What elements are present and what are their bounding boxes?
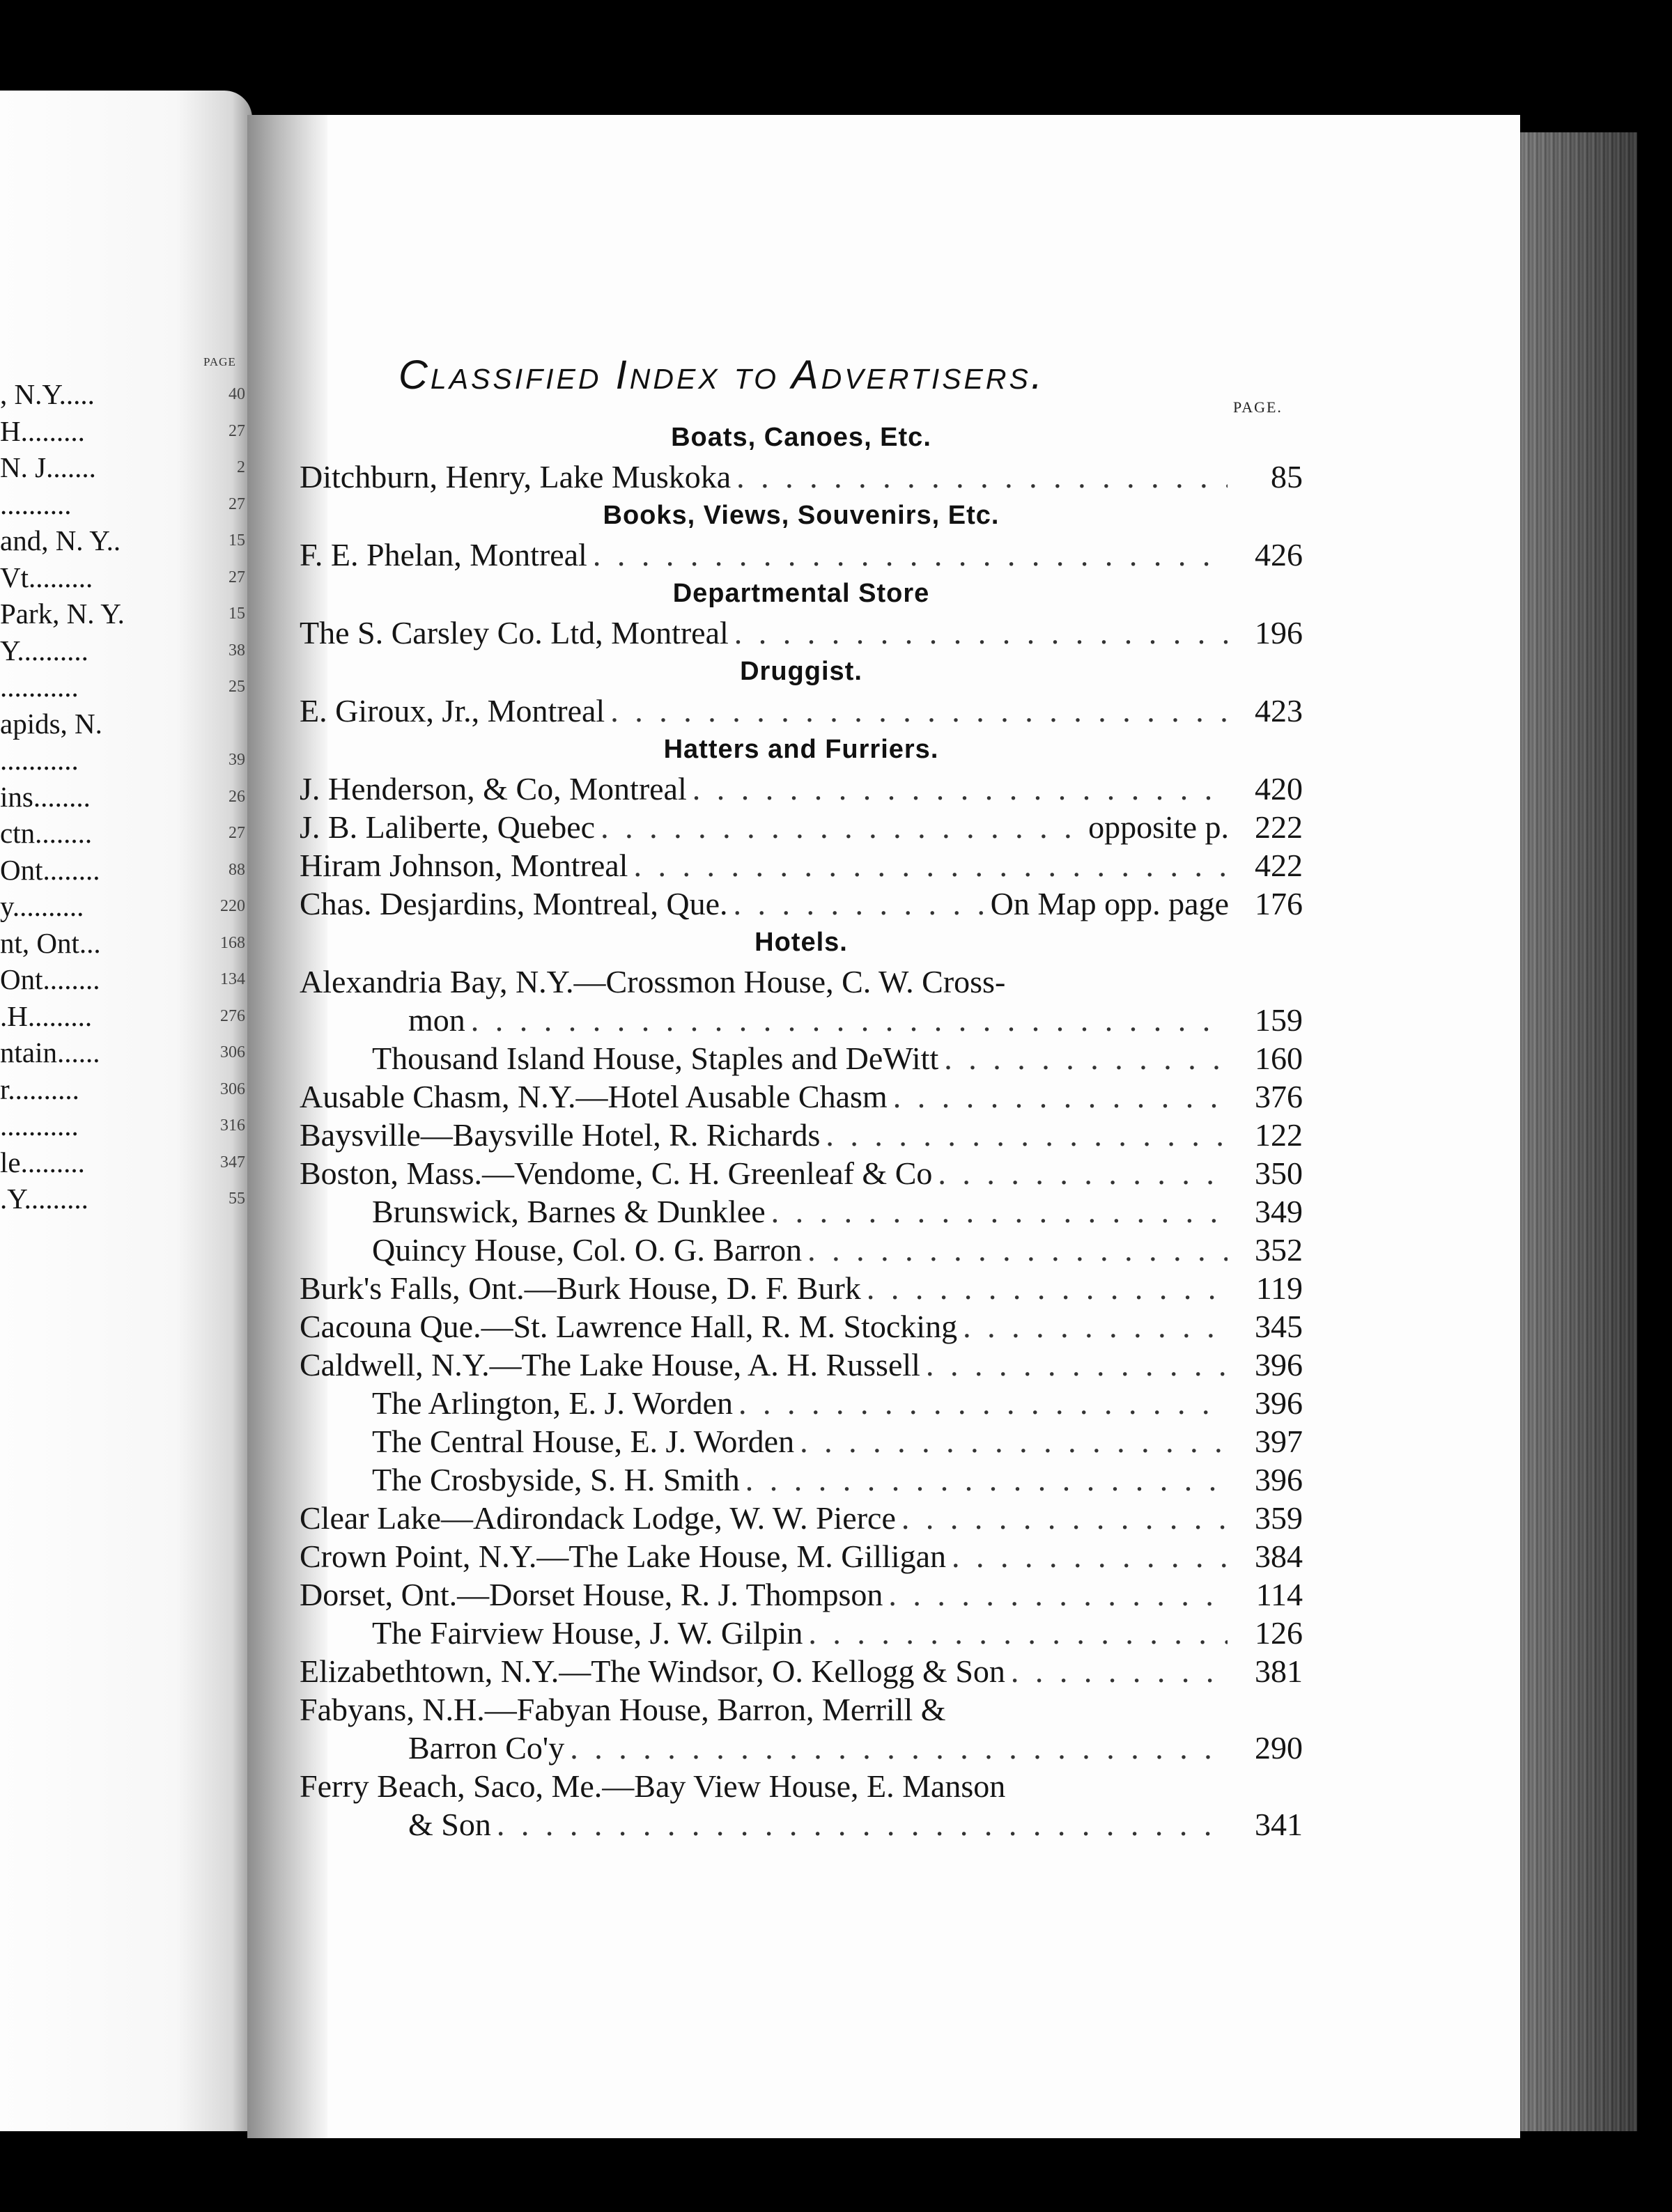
index-entry	[300, 458, 1303, 496]
previous-page-row-text: le.........	[0, 1146, 85, 1178]
previous-page-row-page: 347	[220, 1153, 245, 1171]
previous-page-row-page: 88	[229, 860, 245, 879]
page-number: 122	[1255, 1117, 1303, 1153]
previous-page-row-page: 27	[229, 494, 245, 513]
page-number: 222	[1255, 809, 1303, 845]
index-entry	[300, 1652, 1303, 1690]
advertiser-name: Ferry Beach, Saco, Me.—Bay View House, E. Manson	[300, 1768, 1006, 1804]
dot-leader	[734, 885, 985, 923]
advertiser-name: Crown Point, N.Y.—The Lake House, M. Gilligan	[300, 1539, 947, 1574]
page-number: 176	[1255, 886, 1303, 921]
dot-leader	[736, 458, 1228, 496]
page-number: 420	[1255, 771, 1303, 807]
page-number: 397	[1255, 1424, 1303, 1459]
previous-page-row	[0, 888, 245, 924]
dot-leader	[808, 1614, 1228, 1652]
advertiser-name: Ditchburn, Henry, Lake Muskoka	[300, 459, 732, 494]
dot-leader	[952, 1537, 1228, 1575]
page-number: 349	[1255, 1194, 1303, 1229]
previous-page-row-page: 2	[237, 458, 245, 476]
dot-leader	[963, 1307, 1228, 1346]
section-heading: Hotels.	[754, 928, 848, 957]
index-entry	[300, 1077, 1303, 1116]
page-number: 341	[1255, 1807, 1303, 1842]
index-entry	[300, 1192, 1303, 1231]
previous-page-row-page: 40	[229, 385, 245, 403]
page-number: 196	[1255, 615, 1303, 651]
advertiser-name: Thousand Island House, Staples and DeWitt	[372, 1041, 939, 1076]
dot-leader	[497, 1805, 1228, 1844]
previous-page-row-page: 15	[229, 605, 245, 623]
previous-page-row	[0, 595, 245, 632]
page-number: 160	[1255, 1041, 1303, 1076]
previous-page-row-page: 27	[229, 824, 245, 842]
previous-page-row	[0, 669, 245, 705]
index-entry	[300, 1039, 1303, 1077]
index-entry	[300, 1729, 1303, 1767]
dot-leader	[926, 1346, 1228, 1384]
advertiser-name: J. B. Laliberte, Quebec	[300, 809, 596, 845]
dot-leader	[745, 1461, 1228, 1499]
dot-leader	[944, 1039, 1228, 1077]
previous-page-row-page: 15	[229, 531, 245, 550]
previous-page-row-page: 38	[229, 641, 245, 660]
index-entry	[300, 1384, 1303, 1422]
page-number: 384	[1255, 1539, 1303, 1574]
previous-page-row-page: 25	[229, 678, 245, 696]
advertiser-name: The Crosbyside, S. H. Smith	[372, 1462, 740, 1497]
section-heading: Druggist.	[740, 657, 862, 686]
previous-page-row	[0, 925, 245, 961]
page-number: 396	[1255, 1385, 1303, 1421]
advertiser-name: Cacouna Que.—St. Lawrence Hall, R. M. Stocking	[300, 1309, 958, 1344]
dot-leader	[826, 1116, 1228, 1154]
previous-page-row-text: and, N. Y..	[0, 524, 121, 556]
page-number: 376	[1255, 1079, 1303, 1114]
previous-page-row-page: 306	[220, 1080, 245, 1098]
previous-page-row-text: .H.........	[0, 999, 93, 1032]
page-number: 114	[1255, 1577, 1303, 1612]
section-heading: Hatters and Furriers.	[663, 735, 939, 764]
previous-page-row	[0, 413, 245, 449]
index-entry	[300, 770, 1303, 808]
advertiser-name: Caldwell, N.Y.—The Lake House, A. H. Russell	[300, 1347, 920, 1382]
previous-page-row	[0, 852, 245, 888]
index-entry	[300, 808, 1303, 846]
previous-page-row	[0, 486, 245, 522]
previous-page-row-text: H.........	[0, 414, 85, 447]
advertiser-name: & Son	[408, 1807, 491, 1842]
dot-leader	[734, 614, 1228, 652]
previous-page-row	[0, 961, 245, 997]
advertiser-name: Baysville—Baysville Hotel, R. Richards	[300, 1117, 821, 1153]
index-entry	[300, 1269, 1303, 1307]
advertiser-name: F. E. Phelan, Montreal	[300, 537, 587, 573]
page-number: 396	[1255, 1462, 1303, 1497]
advertiser-name: Dorset, Ont.—Dorset House, R. J. Thompson	[300, 1577, 883, 1612]
page-number: 426	[1255, 537, 1303, 573]
previous-page-row-text: ntain......	[0, 1036, 100, 1068]
dot-leader	[601, 808, 1083, 846]
previous-page-row-text: r..........	[0, 1073, 79, 1105]
previous-page-row-text: , N.Y.....	[0, 378, 95, 410]
book-fore-edge	[1520, 132, 1637, 2131]
dot-leader	[888, 1575, 1228, 1614]
previous-page-row-text: ctn........	[0, 817, 93, 849]
index-entry	[300, 692, 1303, 730]
index-entry	[300, 1575, 1303, 1614]
previous-page-row-text: ins........	[0, 780, 91, 813]
previous-page-row	[0, 1034, 245, 1070]
entry-note: On Map opp. page	[990, 886, 1229, 921]
previous-page-row-page: 134	[220, 970, 245, 988]
index-entry	[300, 1767, 1303, 1805]
dot-leader	[938, 1154, 1228, 1192]
section-heading: Boats, Canoes, Etc.	[671, 423, 931, 452]
previous-page-row	[0, 998, 245, 1034]
page-number: 359	[1255, 1500, 1303, 1536]
dot-leader	[610, 692, 1228, 730]
page-number: 423	[1255, 693, 1303, 729]
previous-page-row	[0, 706, 245, 742]
page-column-header: PAGE.	[1233, 398, 1283, 416]
previous-page-row-text: nt, Ont...	[0, 926, 101, 959]
previous-page-row-text: ..........	[0, 488, 72, 520]
advertiser-name: The Arlington, E. J. Worden	[372, 1385, 733, 1421]
advertiser-index	[300, 418, 1303, 1844]
index-entry	[300, 1805, 1303, 1844]
previous-page-row-text: y..........	[0, 890, 84, 922]
index-entry	[300, 846, 1303, 885]
previous-page-row-page: 55	[229, 1190, 245, 1208]
previous-page-row-text: ...........	[0, 744, 79, 776]
page-number: 345	[1255, 1309, 1303, 1344]
previous-page-row-page: 276	[220, 1006, 245, 1025]
advertiser-name: The S. Carsley Co. Ltd, Montreal	[300, 615, 729, 651]
dot-leader	[867, 1269, 1228, 1307]
index-entry	[300, 1154, 1303, 1192]
index-entry	[300, 1537, 1303, 1575]
advertiser-name: Brunswick, Barnes & Dunklee	[372, 1194, 766, 1229]
page-number: 126	[1255, 1615, 1303, 1651]
index-entry	[300, 1346, 1303, 1384]
previous-page-row-text: Ont........	[0, 963, 100, 995]
previous-page-row-page: 220	[220, 897, 245, 915]
page-number: 352	[1255, 1232, 1303, 1268]
index-entry	[300, 885, 1303, 923]
page-number: 350	[1255, 1155, 1303, 1191]
advertiser-name: Burk's Falls, Ont.—Burk House, D. F. Burk	[300, 1270, 861, 1306]
advertiser-name: Quincy House, Col. O. G. Barron	[372, 1232, 803, 1268]
previous-page	[0, 91, 252, 2131]
previous-page-row	[0, 376, 245, 412]
previous-page-row-page: 316	[220, 1116, 245, 1135]
dot-leader	[893, 1077, 1228, 1116]
previous-page-row	[0, 449, 245, 485]
advertiser-name: Elizabethtown, N.Y.—The Windsor, O. Kellogg & Son	[300, 1653, 1005, 1689]
previous-page-row-text: ...........	[0, 1109, 79, 1142]
previous-page-row-page: 306	[220, 1043, 245, 1061]
index-entry	[300, 1499, 1303, 1537]
previous-page-row	[0, 815, 245, 851]
dot-leader	[633, 846, 1228, 885]
previous-page-row-text: apids, N.	[0, 707, 102, 740]
dot-leader	[807, 1231, 1228, 1269]
previous-page-row	[0, 632, 245, 669]
advertiser-name: mon	[408, 1002, 465, 1038]
advertiser-name: E. Giroux, Jr., Montreal	[300, 693, 605, 729]
advertiser-name: The Fairview House, J. W. Gilpin	[372, 1615, 803, 1651]
dot-leader	[738, 1384, 1228, 1422]
advertiser-name: Ausable Chasm, N.Y.—Hotel Ausable Chasm	[300, 1079, 888, 1114]
previous-page-column-header: PAGE	[203, 355, 236, 368]
index-entry	[300, 1116, 1303, 1154]
index-entry	[300, 1422, 1303, 1461]
index-entry	[300, 1307, 1303, 1346]
previous-page-row-text: Park, N. Y.	[0, 598, 125, 630]
advertiser-name: Barron Co'y	[408, 1730, 565, 1766]
index-entry	[300, 536, 1303, 574]
previous-page-row-text: Vt.........	[0, 561, 93, 593]
previous-page-row	[0, 1071, 245, 1107]
dot-leader	[1011, 1652, 1228, 1690]
previous-page-row	[0, 742, 245, 778]
dot-leader	[901, 1499, 1228, 1537]
previous-page-row-page: 39	[229, 751, 245, 769]
advertiser-name: Alexandria Bay, N.Y.—Crossmon House, C. W. Cross-	[300, 964, 1006, 999]
previous-page-row	[0, 779, 245, 815]
previous-page-row	[0, 1107, 245, 1144]
section-heading: Books, Views, Souvenirs, Etc.	[603, 501, 1000, 530]
page-number: 422	[1255, 848, 1303, 883]
previous-page-row-text: ...........	[0, 671, 79, 703]
previous-page-row	[0, 559, 245, 595]
previous-page-row	[0, 522, 245, 559]
advertiser-name: The Central House, E. J. Worden	[372, 1424, 795, 1459]
advertiser-name: Hiram Johnson, Montreal	[300, 848, 628, 883]
page-number: 85	[1271, 459, 1303, 494]
page-number: 290	[1255, 1730, 1303, 1766]
dot-leader	[570, 1729, 1228, 1767]
advertiser-name: Boston, Mass.—Vendome, C. H. Greenleaf & Co	[300, 1155, 933, 1191]
previous-page-row-page: 27	[229, 421, 245, 440]
index-entry	[300, 963, 1303, 1001]
previous-page-row-text: .Y.........	[0, 1183, 88, 1215]
section-heading: Departmental Store	[672, 579, 930, 608]
dot-leader	[771, 1192, 1228, 1231]
advertiser-name: Chas. Desjardins, Montreal, Que.	[300, 886, 728, 921]
previous-page-row-text: N. J.......	[0, 451, 96, 483]
advertiser-name: J. Henderson, & Co, Montreal	[300, 771, 687, 807]
index-entry	[300, 1614, 1303, 1652]
index-entry	[300, 1690, 1303, 1729]
page-number: 381	[1255, 1653, 1303, 1689]
previous-page-row-text: Ont........	[0, 853, 100, 886]
previous-page-row	[0, 1181, 245, 1217]
dot-leader	[593, 536, 1228, 574]
dot-leader	[800, 1422, 1228, 1461]
index-entry	[300, 614, 1303, 652]
index-entry	[300, 1461, 1303, 1499]
previous-page-row-page: 27	[229, 568, 245, 586]
page-number: 396	[1255, 1347, 1303, 1382]
advertiser-name: Fabyans, N.H.—Fabyan House, Barron, Merrill &	[300, 1692, 946, 1727]
page-number: 119	[1255, 1270, 1303, 1306]
advertiser-name: Clear Lake—Adirondack Lodge, W. W. Pierce	[300, 1500, 896, 1536]
previous-page-row-page: 26	[229, 787, 245, 806]
entry-note: opposite p.	[1088, 809, 1229, 845]
previous-page-row-text: Y..........	[0, 634, 88, 667]
dot-leader	[692, 770, 1228, 808]
index-entry	[300, 1001, 1303, 1039]
previous-page-row	[0, 1144, 245, 1181]
index-entry	[300, 1231, 1303, 1269]
previous-page-row-page: 168	[220, 933, 245, 952]
page-number: 159	[1255, 1002, 1303, 1038]
dot-leader	[471, 1001, 1228, 1039]
page-title: Classified Index to Advertisers.	[398, 352, 1045, 398]
